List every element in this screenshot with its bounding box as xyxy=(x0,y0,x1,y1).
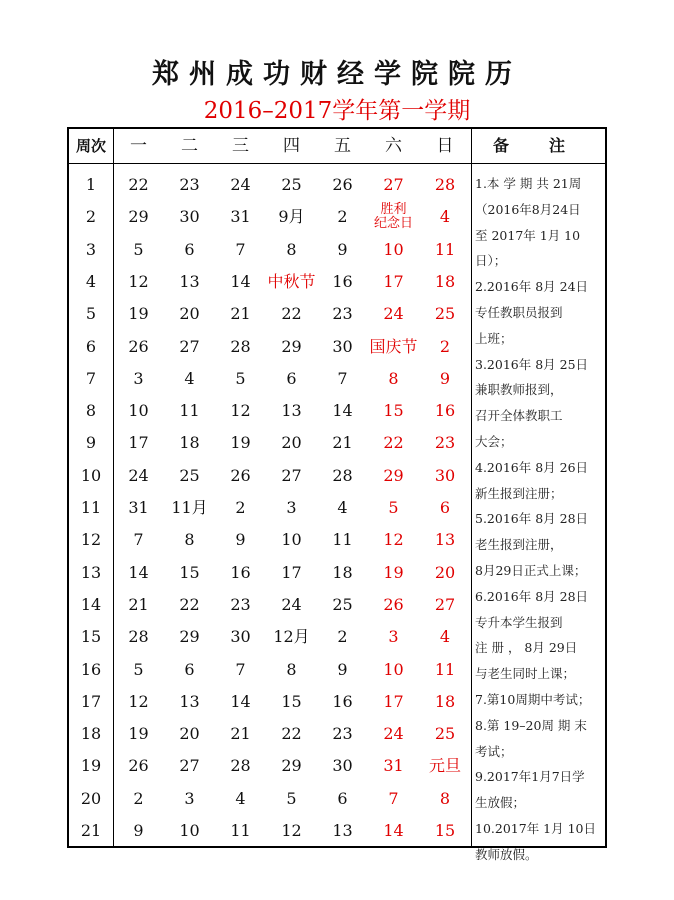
day-cell: 10 xyxy=(179,821,200,840)
day-cell: 26 xyxy=(128,756,149,776)
day-cell: 21 xyxy=(332,433,353,453)
day-cell: 14 xyxy=(128,562,149,582)
week-number: 3 xyxy=(85,239,97,259)
week-number: 11 xyxy=(80,498,102,517)
header-day-mon: 一 xyxy=(130,136,147,156)
day-cell: 5 xyxy=(133,659,144,679)
week-number: 2 xyxy=(85,207,97,227)
day-cell: 8 xyxy=(388,368,399,388)
day-cell: 23 xyxy=(434,433,456,453)
page-subtitle: 2016–2017学年第一学期 xyxy=(203,98,471,124)
week-number: 16 xyxy=(80,659,102,679)
day-cell: 胜利 纪念日 xyxy=(373,202,413,232)
note-line: 新生报到注册； xyxy=(475,485,563,501)
week-row xyxy=(69,363,471,395)
day-cell: 26 xyxy=(383,594,404,614)
day-cell: 29 xyxy=(383,465,404,485)
note-line: 兼职教师报到， xyxy=(475,382,563,398)
day-cell: 11 xyxy=(179,401,200,421)
day-cell: 18 xyxy=(332,562,353,582)
day-cell: 14 xyxy=(383,821,404,840)
day-cell: 6 xyxy=(184,659,195,679)
week-number: 6 xyxy=(85,336,97,356)
day-cell: 12月 xyxy=(273,627,310,647)
day-cell: 10 xyxy=(128,401,149,421)
week-number: 7 xyxy=(85,368,97,388)
day-cell: 30 xyxy=(230,627,251,647)
day-cell: 24 xyxy=(383,304,404,324)
day-cell: 31 xyxy=(383,756,404,776)
day-cell: 16 xyxy=(434,401,456,421)
day-cell: 28 xyxy=(128,627,149,647)
day-cell: 5 xyxy=(388,498,399,517)
note-line: 教师放假。 xyxy=(475,846,538,862)
day-cell: 4 xyxy=(235,788,246,808)
day-cell: 11 xyxy=(434,239,456,259)
day-cell: 30 xyxy=(179,207,200,227)
day-cell: 10 xyxy=(281,530,302,550)
day-cell: 12 xyxy=(128,691,149,711)
week-number: 5 xyxy=(85,304,97,324)
week-row xyxy=(69,169,471,201)
day-cell: 20 xyxy=(434,562,456,582)
note-line: 2.2016年 8月 24日 xyxy=(475,279,589,295)
week-row xyxy=(69,718,471,750)
week-row xyxy=(69,783,471,815)
column-divider xyxy=(471,129,472,846)
note-line: 8月29日正式上课； xyxy=(475,562,587,578)
day-cell: 15 xyxy=(383,401,404,421)
day-cell: 6 xyxy=(337,788,348,808)
day-cell: 2 xyxy=(133,788,144,808)
day-cell: 26 xyxy=(332,175,353,194)
week-number: 19 xyxy=(80,756,102,776)
day-cell: 28 xyxy=(332,465,353,485)
day-cell: 7 xyxy=(388,788,399,808)
day-cell: 23 xyxy=(332,724,353,744)
day-cell: 4 xyxy=(439,207,451,227)
day-cell: 7 xyxy=(337,368,348,388)
week-row xyxy=(69,395,471,427)
week-number: 18 xyxy=(80,724,102,744)
day-cell: 12 xyxy=(128,271,149,291)
day-cell: 27 xyxy=(434,594,456,614)
day-cell: 10 xyxy=(383,239,404,259)
day-cell: 2 xyxy=(439,336,451,356)
week-row xyxy=(69,234,471,266)
day-cell: 25 xyxy=(179,465,200,485)
header-day-sun: 日 xyxy=(436,136,454,156)
day-cell: 6 xyxy=(286,368,297,388)
day-cell: 22 xyxy=(179,594,200,614)
notes-list xyxy=(475,171,603,868)
day-cell: 15 xyxy=(281,691,302,711)
day-cell: 3 xyxy=(133,368,144,388)
day-cell: 11 xyxy=(230,821,251,840)
day-cell: 12 xyxy=(230,401,251,421)
note-line: 日）； xyxy=(475,253,507,269)
day-cell: 2 xyxy=(337,207,348,227)
day-cell: 29 xyxy=(179,627,200,647)
day-cell: 3 xyxy=(184,788,195,808)
day-cell: 21 xyxy=(230,304,251,324)
week-number: 21 xyxy=(80,821,102,840)
day-cell: 7 xyxy=(235,659,246,679)
week-number: 1 xyxy=(85,175,97,194)
header-day-thu: 四 xyxy=(283,136,300,156)
day-cell: 14 xyxy=(332,401,353,421)
week-row xyxy=(69,589,471,621)
note-line: 10.2017年 1月 10日 xyxy=(475,820,596,836)
day-cell: 9月 xyxy=(278,207,305,227)
week-number: 17 xyxy=(80,691,102,711)
week-number: 20 xyxy=(80,788,102,808)
day-cell: 18 xyxy=(179,433,200,453)
header-divider xyxy=(69,163,605,164)
note-line: 与老生同时上课； xyxy=(475,666,576,682)
day-cell: 22 xyxy=(281,304,302,324)
header-week: 周次 xyxy=(75,137,106,155)
day-cell: 国庆节 xyxy=(369,336,418,356)
day-cell: 30 xyxy=(332,756,353,776)
day-cell: 20 xyxy=(179,304,200,324)
week-row xyxy=(69,201,471,233)
day-cell: 8 xyxy=(184,530,195,550)
day-cell: 11月 xyxy=(171,498,208,517)
week-number: 4 xyxy=(85,271,97,291)
day-cell: 13 xyxy=(434,530,456,550)
week-row xyxy=(69,524,471,556)
day-cell: 27 xyxy=(179,336,200,356)
day-cell: 5 xyxy=(235,368,246,388)
day-cell: 30 xyxy=(332,336,353,356)
week-row xyxy=(69,266,471,298)
day-cell: 27 xyxy=(281,465,302,485)
day-cell: 16 xyxy=(332,691,353,711)
header-day-fri: 五 xyxy=(334,136,351,156)
day-cell: 9 xyxy=(337,659,348,679)
day-cell: 29 xyxy=(281,336,302,356)
day-cell: 22 xyxy=(128,175,149,194)
day-cell: 12 xyxy=(383,530,404,550)
day-cell: 12 xyxy=(281,821,302,840)
day-cell: 24 xyxy=(128,465,149,485)
day-cell: 29 xyxy=(281,756,302,776)
day-cell: 26 xyxy=(230,465,251,485)
day-cell: 17 xyxy=(128,433,149,453)
week-number: 13 xyxy=(80,562,102,582)
week-row xyxy=(69,460,471,492)
day-cell: 13 xyxy=(179,691,200,711)
day-cell: 28 xyxy=(230,336,251,356)
day-cell: 14 xyxy=(230,271,251,291)
header-day-wed: 三 xyxy=(232,136,249,156)
day-cell: 25 xyxy=(434,304,456,324)
day-cell: 6 xyxy=(184,239,195,259)
day-cell: 23 xyxy=(179,175,200,194)
week-number: 8 xyxy=(85,401,97,421)
week-number: 12 xyxy=(80,530,102,550)
day-cell: 8 xyxy=(286,659,297,679)
day-cell: 26 xyxy=(128,336,149,356)
day-cell: 8 xyxy=(439,788,451,808)
day-cell: 13 xyxy=(281,401,302,421)
note-line: 老生报到注册， xyxy=(475,537,563,553)
day-cell: 19 xyxy=(128,724,149,744)
day-cell: 31 xyxy=(230,207,251,227)
day-cell: 15 xyxy=(179,562,200,582)
week-row xyxy=(69,686,471,718)
week-row xyxy=(69,331,471,363)
note-line: 专任教职员报到 xyxy=(475,304,563,320)
day-cell: 5 xyxy=(286,788,297,808)
day-cell: 24 xyxy=(230,175,251,194)
week-row xyxy=(69,654,471,686)
week-row xyxy=(69,621,471,653)
day-cell: 11 xyxy=(332,530,353,550)
day-cell: 7 xyxy=(133,530,144,550)
day-cell: 元旦 xyxy=(428,756,461,776)
day-cell: 16 xyxy=(332,271,353,291)
week-number: 9 xyxy=(85,433,97,453)
note-line: 至 2017年 1月 10 xyxy=(475,227,581,243)
note-line: 9.2017年1月7日学 xyxy=(475,769,585,785)
day-cell: 20 xyxy=(281,433,302,453)
day-cell: 27 xyxy=(383,175,404,194)
week-number: 10 xyxy=(80,465,102,485)
note-line: 召开全体教职工 xyxy=(475,408,563,424)
day-cell: 9 xyxy=(235,530,246,550)
day-cell: 23 xyxy=(230,594,251,614)
day-cell: 2 xyxy=(235,498,246,517)
calendar-table xyxy=(67,127,607,862)
day-cell: 13 xyxy=(332,821,353,840)
day-cell: 4 xyxy=(439,627,451,647)
day-cell: 17 xyxy=(383,691,404,711)
week-row xyxy=(69,427,471,459)
note-line: 生放假； xyxy=(475,795,526,811)
note-line: 1.本 学 期 共 21周 xyxy=(475,176,582,191)
page-title: 郑州成功财经学院院历 xyxy=(152,59,522,90)
note-line: 7.第10周期中考试； xyxy=(475,691,591,707)
day-cell: 28 xyxy=(434,175,456,194)
note-line: 8.第 19–20周 期 末 xyxy=(475,717,587,733)
day-cell: 9 xyxy=(337,239,348,259)
day-cell: 25 xyxy=(434,724,456,744)
day-cell: 5 xyxy=(133,239,144,259)
day-cell: 21 xyxy=(128,594,149,614)
day-cell: 24 xyxy=(281,594,302,614)
day-cell: 25 xyxy=(281,175,302,194)
day-cell: 10 xyxy=(383,659,404,679)
note-line: 上班； xyxy=(475,330,513,346)
week-row xyxy=(69,815,471,847)
day-cell: 11 xyxy=(434,659,456,679)
day-cell: 9 xyxy=(133,821,144,840)
day-cell: 14 xyxy=(230,691,251,711)
day-cell: 21 xyxy=(230,724,251,744)
week-number: 15 xyxy=(80,627,102,647)
day-cell: 16 xyxy=(230,562,251,582)
header-day-tue: 二 xyxy=(181,136,198,156)
day-cell: 15 xyxy=(434,821,456,840)
note-line: 考试； xyxy=(475,743,513,759)
week-number: 14 xyxy=(80,594,102,614)
day-cell: 中秋节 xyxy=(267,271,316,291)
day-cell: 7 xyxy=(235,239,246,259)
day-cell: 25 xyxy=(332,594,353,614)
week-row xyxy=(69,298,471,330)
day-cell: 4 xyxy=(337,498,348,517)
day-cell: 2 xyxy=(337,627,348,647)
day-cell: 6 xyxy=(439,498,451,517)
week-row xyxy=(69,750,471,782)
day-cell: 19 xyxy=(230,433,251,453)
day-cell: 3 xyxy=(388,627,399,647)
note-line: 专升本学生报到 xyxy=(475,614,563,630)
day-cell: 27 xyxy=(179,756,200,776)
week-row xyxy=(69,557,471,589)
day-cell: 8 xyxy=(286,239,297,259)
day-cell: 28 xyxy=(230,756,251,776)
day-cell: 17 xyxy=(383,271,404,291)
day-cell: 19 xyxy=(128,304,149,324)
note-line: （2016年8月24日 xyxy=(475,201,581,217)
day-cell: 20 xyxy=(179,724,200,744)
week-row xyxy=(69,492,471,524)
day-cell: 19 xyxy=(383,562,404,582)
day-cell: 22 xyxy=(383,433,404,453)
day-cell: 30 xyxy=(434,465,456,485)
header-notes: 备注 xyxy=(492,136,605,155)
day-cell: 18 xyxy=(434,691,456,711)
day-cell: 9 xyxy=(439,368,451,388)
day-cell: 24 xyxy=(383,724,404,744)
note-line: 注 册 ， 8月 29日 xyxy=(475,640,578,656)
day-cell: 29 xyxy=(128,207,149,227)
day-cell: 4 xyxy=(184,368,195,388)
day-cell: 3 xyxy=(286,498,297,517)
day-cell: 22 xyxy=(281,724,302,744)
header-day-sat: 六 xyxy=(385,136,402,156)
day-cell: 31 xyxy=(128,498,149,517)
note-line: 4.2016年 8月 26日 xyxy=(475,459,589,475)
note-line: 6.2016年 8月 28日 xyxy=(475,588,589,604)
day-cell: 23 xyxy=(332,304,353,324)
day-cell: 17 xyxy=(281,562,302,582)
note-line: 5.2016年 8月 28日 xyxy=(475,511,589,527)
day-cell: 18 xyxy=(434,271,456,291)
day-cell: 13 xyxy=(179,271,200,291)
note-line: 3.2016年 8月 25日 xyxy=(475,356,589,372)
note-line: 大会； xyxy=(475,433,513,449)
